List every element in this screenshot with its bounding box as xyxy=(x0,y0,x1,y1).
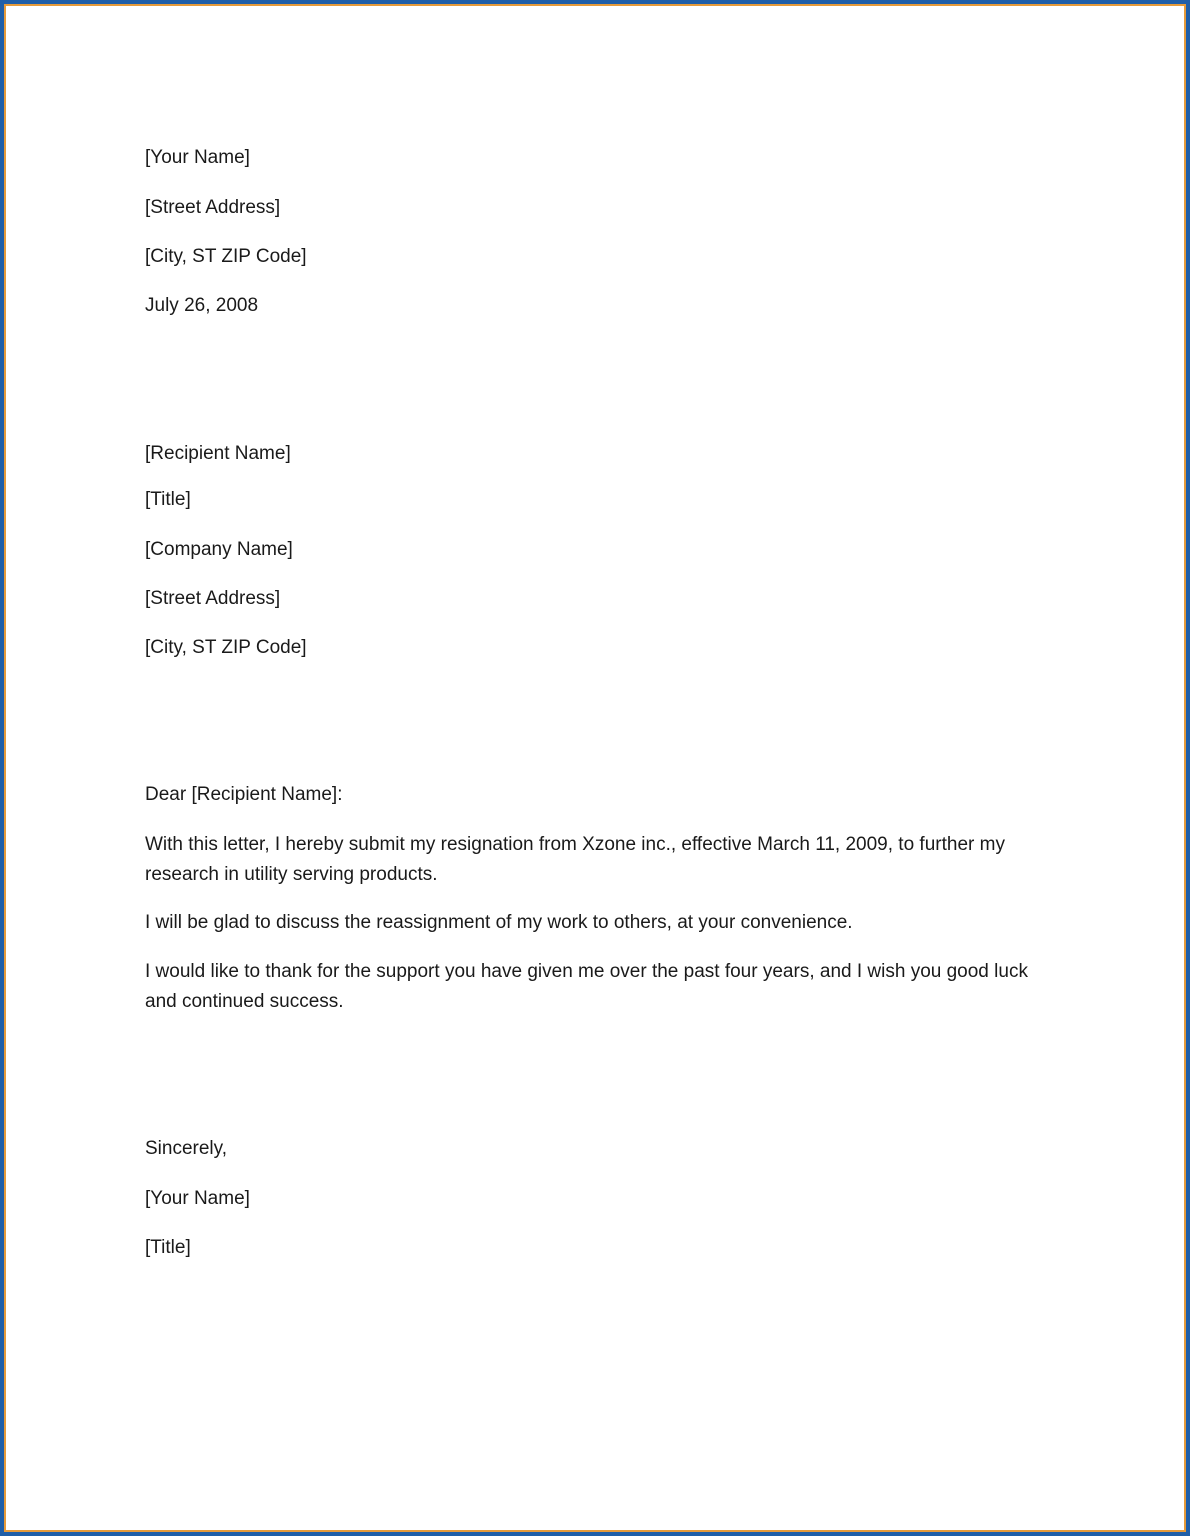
recipient-company: [Company Name] xyxy=(145,539,293,560)
body-paragraph: With this letter, I hereby submit my resignation from Xzone inc., effective March 11, 2009, to further my research in utility serving products. xyxy=(145,834,1005,885)
recipient-city: [City, ST ZIP Code] xyxy=(145,637,307,658)
sender-street: [Street Address] xyxy=(145,197,281,218)
letter-page xyxy=(6,6,1184,1530)
sender-name: [Your Name] xyxy=(145,147,250,168)
recipient-name: [Recipient Name] xyxy=(145,443,291,464)
closing-name: [Your Name] xyxy=(145,1188,250,1209)
recipient-street: [Street Address] xyxy=(145,588,281,609)
closing-title: [Title] xyxy=(145,1237,191,1258)
salutation: Dear [Recipient Name]: xyxy=(145,784,343,805)
sender-city: [City, ST ZIP Code] xyxy=(145,246,307,267)
body-paragraph: I would like to thank for the support you have given me over the past four years, and I wish you good luck and continued success. xyxy=(145,961,1028,1012)
valediction: Sincerely, xyxy=(145,1138,228,1159)
body-paragraph: I will be glad to discuss the reassignment of my work to others, at your convenience. xyxy=(145,912,853,933)
letter-date: July 26, 2008 xyxy=(145,295,259,316)
page-frame xyxy=(4,4,1186,1532)
recipient-title: [Title] xyxy=(145,489,191,510)
